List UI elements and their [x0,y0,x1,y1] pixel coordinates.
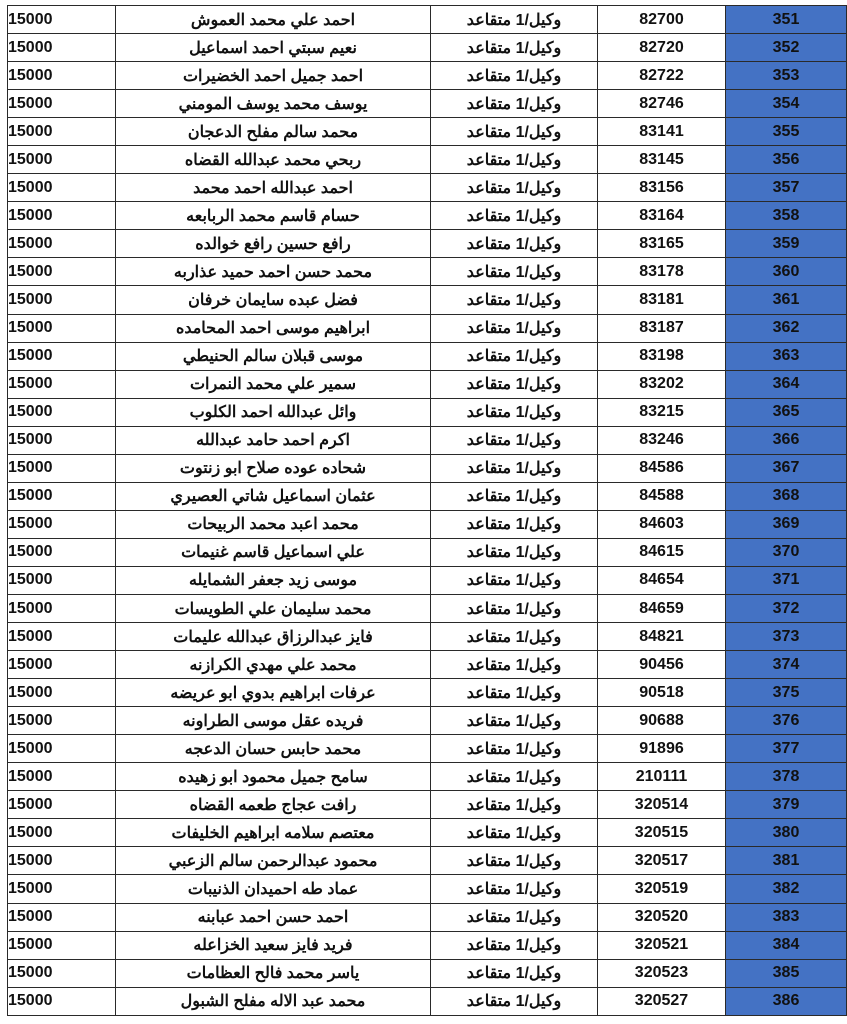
name-cell[interactable]: محمد عبد الاله مفلح الشبول [116,987,431,1015]
sequence-number-cell[interactable]: 363 [726,342,847,370]
amount-cell[interactable]: 15000 [8,62,116,90]
sequence-number-cell[interactable]: 365 [726,398,847,426]
rank-cell[interactable]: وكيل/1 متقاعد [431,959,598,987]
table-row [8,370,847,398]
amount-cell[interactable]: 15000 [8,482,116,510]
id-number-cell[interactable]: 83165 [598,230,726,258]
name-cell[interactable]: حسام قاسم محمد الربابعه [116,202,431,230]
rank-cell[interactable]: وكيل/1 متقاعد [431,707,598,735]
rank-cell[interactable]: وكيل/1 متقاعد [431,398,598,426]
table-row [8,903,847,931]
id-number-cell[interactable]: 84659 [598,594,726,622]
table-row [8,286,847,314]
sequence-number-cell[interactable]: 354 [726,90,847,118]
name-cell[interactable]: فريده عقل موسى الطراونه [116,707,431,735]
rank-cell[interactable]: وكيل/1 متقاعد [431,62,598,90]
name-cell[interactable]: نعيم سبتي احمد اسماعيل [116,34,431,62]
table-row [8,174,847,202]
sequence-number-cell[interactable]: 375 [726,679,847,707]
table-row [8,482,847,510]
table-row [8,847,847,875]
table-row [8,735,847,763]
id-number-cell[interactable]: 320514 [598,791,726,819]
sequence-number-cell[interactable]: 385 [726,959,847,987]
table-row [8,230,847,258]
rank-cell[interactable]: وكيل/1 متقاعد [431,118,598,146]
id-number-cell[interactable]: 320521 [598,931,726,959]
rank-cell[interactable]: وكيل/1 متقاعد [431,538,598,566]
amount-cell[interactable]: 15000 [8,454,116,482]
rank-cell[interactable]: وكيل/1 متقاعد [431,34,598,62]
table-row [8,875,847,903]
table-body [8,6,847,1016]
rank-cell[interactable]: وكيل/1 متقاعد [431,230,598,258]
rank-cell[interactable]: وكيل/1 متقاعد [431,791,598,819]
rank-cell[interactable]: وكيل/1 متقاعد [431,370,598,398]
id-number-cell[interactable]: 320517 [598,847,726,875]
id-number-cell[interactable]: 83141 [598,118,726,146]
rank-cell[interactable]: وكيل/1 متقاعد [431,763,598,791]
table-row [8,90,847,118]
table-row [8,202,847,230]
id-number-cell[interactable]: 82746 [598,90,726,118]
rank-cell[interactable]: وكيل/1 متقاعد [431,819,598,847]
sequence-number-cell[interactable]: 376 [726,707,847,735]
table-row [8,931,847,959]
amount-cell[interactable]: 15000 [8,510,116,538]
rank-cell[interactable]: وكيل/1 متقاعد [431,426,598,454]
name-cell[interactable]: محمد علي مهدي الكرازنه [116,651,431,679]
amount-cell[interactable]: 15000 [8,679,116,707]
name-cell[interactable]: عثمان اسماعيل شاتي العصيري [116,482,431,510]
sequence-number-cell[interactable]: 374 [726,651,847,679]
rank-cell[interactable]: وكيل/1 متقاعد [431,90,598,118]
amount-cell[interactable]: 15000 [8,566,116,594]
amount-cell[interactable]: 15000 [8,34,116,62]
table-row [8,679,847,707]
id-number-cell[interactable]: 84654 [598,566,726,594]
sequence-number-cell[interactable]: 381 [726,847,847,875]
name-cell[interactable]: احمد عبدالله احمد محمد [116,174,431,202]
amount-cell[interactable]: 15000 [8,847,116,875]
rank-cell[interactable]: وكيل/1 متقاعد [431,258,598,286]
amount-cell[interactable]: 15000 [8,903,116,931]
amount-cell[interactable]: 15000 [8,819,116,847]
sequence-number-cell[interactable]: 357 [726,174,847,202]
table-row [8,623,847,651]
amount-cell[interactable]: 15000 [8,651,116,679]
sequence-number-cell[interactable]: 384 [726,931,847,959]
sequence-number-cell[interactable]: 359 [726,230,847,258]
amount-cell[interactable]: 15000 [8,987,116,1015]
sequence-number-cell[interactable]: 386 [726,987,847,1015]
table-row [8,651,847,679]
amount-cell[interactable]: 15000 [8,230,116,258]
rank-cell[interactable]: وكيل/1 متقاعد [431,651,598,679]
id-number-cell[interactable]: 320515 [598,819,726,847]
id-number-cell[interactable]: 83246 [598,426,726,454]
id-number-cell[interactable]: 83164 [598,202,726,230]
name-cell[interactable]: شحاده عوده صلاح ابو زنتوت [116,454,431,482]
amount-cell[interactable]: 15000 [8,763,116,791]
rank-cell[interactable]: وكيل/1 متقاعد [431,847,598,875]
sequence-number-cell[interactable]: 369 [726,510,847,538]
id-number-cell[interactable]: 91896 [598,735,726,763]
rank-cell[interactable]: وكيل/1 متقاعد [431,594,598,622]
id-number-cell[interactable]: 83215 [598,398,726,426]
id-number-cell[interactable]: 90456 [598,651,726,679]
sequence-number-cell[interactable]: 353 [726,62,847,90]
id-number-cell[interactable]: 320523 [598,959,726,987]
rank-cell[interactable]: وكيل/1 متقاعد [431,342,598,370]
table-row [8,594,847,622]
rank-cell[interactable]: وكيل/1 متقاعد [431,875,598,903]
sequence-number-cell[interactable]: 356 [726,146,847,174]
table-row [8,426,847,454]
name-cell[interactable]: يوسف محمد يوسف المومني [116,90,431,118]
id-number-cell[interactable]: 320527 [598,987,726,1015]
sequence-number-cell[interactable]: 380 [726,819,847,847]
name-cell[interactable]: وائل عبدالله احمد الكلوب [116,398,431,426]
table-row [8,987,847,1015]
amount-cell[interactable]: 15000 [8,370,116,398]
rank-cell[interactable]: وكيل/1 متقاعد [431,314,598,342]
sequence-number-cell[interactable]: 368 [726,482,847,510]
sequence-number-cell[interactable]: 352 [726,34,847,62]
payments-table [7,5,847,1016]
table-row [8,566,847,594]
id-number-cell[interactable]: 83202 [598,370,726,398]
table-row [8,510,847,538]
rank-cell[interactable]: وكيل/1 متقاعد [431,987,598,1015]
table-row [8,146,847,174]
name-cell[interactable]: عرفات ابراهيم بدوي ابو عريضه [116,679,431,707]
amount-cell[interactable]: 15000 [8,6,116,34]
name-cell[interactable]: محمود عبدالرحمن سالم الزعبي [116,847,431,875]
amount-cell[interactable]: 15000 [8,174,116,202]
rank-cell[interactable]: وكيل/1 متقاعد [431,286,598,314]
table-row [8,454,847,482]
name-cell[interactable]: اكرم احمد حامد عبدالله [116,426,431,454]
table-row [8,791,847,819]
sequence-number-cell[interactable]: 373 [726,623,847,651]
name-cell[interactable]: احمد جميل احمد الخضيرات [116,62,431,90]
id-number-cell[interactable]: 83198 [598,342,726,370]
id-number-cell[interactable]: 90518 [598,679,726,707]
amount-cell[interactable]: 15000 [8,258,116,286]
sequence-number-cell[interactable]: 383 [726,903,847,931]
id-number-cell[interactable]: 82722 [598,62,726,90]
id-number-cell[interactable]: 82700 [598,6,726,34]
rank-cell[interactable]: وكيل/1 متقاعد [431,931,598,959]
id-number-cell[interactable]: 83156 [598,174,726,202]
amount-cell[interactable]: 15000 [8,342,116,370]
amount-cell[interactable]: 15000 [8,594,116,622]
table-row [8,6,847,34]
id-number-cell[interactable]: 83181 [598,286,726,314]
id-number-cell[interactable]: 83145 [598,146,726,174]
amount-cell[interactable]: 15000 [8,623,116,651]
name-cell[interactable]: معتصم سلامه ابراهيم الخليفات [116,819,431,847]
amount-cell[interactable]: 15000 [8,707,116,735]
name-cell[interactable]: ياسر محمد فالح العظامات [116,959,431,987]
id-number-cell[interactable]: 320520 [598,903,726,931]
id-number-cell[interactable]: 320519 [598,875,726,903]
sequence-number-cell[interactable]: 377 [726,735,847,763]
name-cell[interactable]: محمد حابس حسان الدعجه [116,735,431,763]
amount-cell[interactable]: 15000 [8,735,116,763]
sequence-number-cell[interactable]: 370 [726,538,847,566]
name-cell[interactable]: محمد سليمان علي الطويسات [116,594,431,622]
sequence-number-cell[interactable]: 355 [726,118,847,146]
id-number-cell[interactable]: 83178 [598,258,726,286]
table-row [8,342,847,370]
name-cell[interactable]: سمير علي محمد النمرات [116,370,431,398]
id-number-cell[interactable]: 82720 [598,34,726,62]
amount-cell[interactable]: 15000 [8,875,116,903]
name-cell[interactable]: عماد طه احميدان الذنيبات [116,875,431,903]
name-cell[interactable]: موسى زيد جعفر الشمايله [116,566,431,594]
name-cell[interactable]: سامح جميل محمود ابو زهيده [116,763,431,791]
name-cell[interactable]: موسى قبلان سالم الحنيطي [116,342,431,370]
amount-cell[interactable]: 15000 [8,959,116,987]
sequence-number-cell[interactable]: 366 [726,426,847,454]
table-row [8,538,847,566]
name-cell[interactable]: محمد اعبد محمد الربيحات [116,510,431,538]
table-row [8,62,847,90]
sequence-number-cell[interactable]: 360 [726,258,847,286]
sequence-number-cell[interactable]: 382 [726,875,847,903]
name-cell[interactable]: احمد حسن احمد عبابنه [116,903,431,931]
sequence-number-cell[interactable]: 358 [726,202,847,230]
rank-cell[interactable]: وكيل/1 متقاعد [431,510,598,538]
id-number-cell[interactable]: 84615 [598,538,726,566]
name-cell[interactable]: علي اسماعيل قاسم غنيمات [116,538,431,566]
table-row [8,34,847,62]
amount-cell[interactable]: 15000 [8,90,116,118]
id-number-cell[interactable]: 90688 [598,707,726,735]
sequence-number-cell[interactable]: 367 [726,454,847,482]
table-row [8,314,847,342]
amount-cell[interactable]: 15000 [8,791,116,819]
rank-cell[interactable]: وكيل/1 متقاعد [431,566,598,594]
sequence-number-cell[interactable]: 378 [726,763,847,791]
rank-cell[interactable]: وكيل/1 متقاعد [431,146,598,174]
name-cell[interactable]: رافت عجاج طعمه القضاه [116,791,431,819]
name-cell[interactable]: ابراهيم موسى احمد المحامده [116,314,431,342]
name-cell[interactable]: فضل عبده سايمان خرفان [116,286,431,314]
rank-cell[interactable]: وكيل/1 متقاعد [431,454,598,482]
name-cell[interactable]: رافع حسين رافع خوالده [116,230,431,258]
rank-cell[interactable]: وكيل/1 متقاعد [431,735,598,763]
table-row [8,763,847,791]
rank-cell[interactable]: وكيل/1 متقاعد [431,202,598,230]
sequence-number-cell[interactable]: 372 [726,594,847,622]
id-number-cell[interactable]: 84603 [598,510,726,538]
id-number-cell[interactable]: 84821 [598,623,726,651]
sequence-number-cell[interactable]: 351 [726,6,847,34]
sequence-number-cell[interactable]: 364 [726,370,847,398]
amount-cell[interactable]: 15000 [8,286,116,314]
amount-cell[interactable]: 15000 [8,314,116,342]
rank-cell[interactable]: وكيل/1 متقاعد [431,679,598,707]
amount-cell[interactable]: 15000 [8,398,116,426]
rank-cell[interactable]: وكيل/1 متقاعد [431,623,598,651]
amount-cell[interactable]: 15000 [8,426,116,454]
table-row [8,819,847,847]
name-cell[interactable]: فريد فايز سعيد الخزاعله [116,931,431,959]
name-cell[interactable]: احمد علي محمد العموش [116,6,431,34]
id-number-cell[interactable]: 84588 [598,482,726,510]
rank-cell[interactable]: وكيل/1 متقاعد [431,174,598,202]
table-row [8,959,847,987]
sequence-number-cell[interactable]: 362 [726,314,847,342]
id-number-cell[interactable]: 210111 [598,763,726,791]
rank-cell[interactable]: وكيل/1 متقاعد [431,482,598,510]
table-row [8,258,847,286]
id-number-cell[interactable]: 83187 [598,314,726,342]
id-number-cell[interactable]: 84586 [598,454,726,482]
amount-cell[interactable]: 15000 [8,931,116,959]
sequence-number-cell[interactable]: 379 [726,791,847,819]
sequence-number-cell[interactable]: 361 [726,286,847,314]
name-cell[interactable]: ربحي محمد عبدالله القضاه [116,146,431,174]
table-row [8,118,847,146]
name-cell[interactable]: محمد حسن احمد حميد عذاربه [116,258,431,286]
table-row [8,398,847,426]
amount-cell[interactable]: 15000 [8,146,116,174]
amount-cell[interactable]: 15000 [8,202,116,230]
name-cell[interactable]: محمد سالم مفلح الدعجان [116,118,431,146]
amount-cell[interactable]: 15000 [8,538,116,566]
table-row [8,707,847,735]
rank-cell[interactable]: وكيل/1 متقاعد [431,6,598,34]
name-cell[interactable]: فايز عبدالرزاق عبدالله عليمات [116,623,431,651]
rank-cell[interactable]: وكيل/1 متقاعد [431,903,598,931]
amount-cell[interactable]: 15000 [8,118,116,146]
sequence-number-cell[interactable]: 371 [726,566,847,594]
